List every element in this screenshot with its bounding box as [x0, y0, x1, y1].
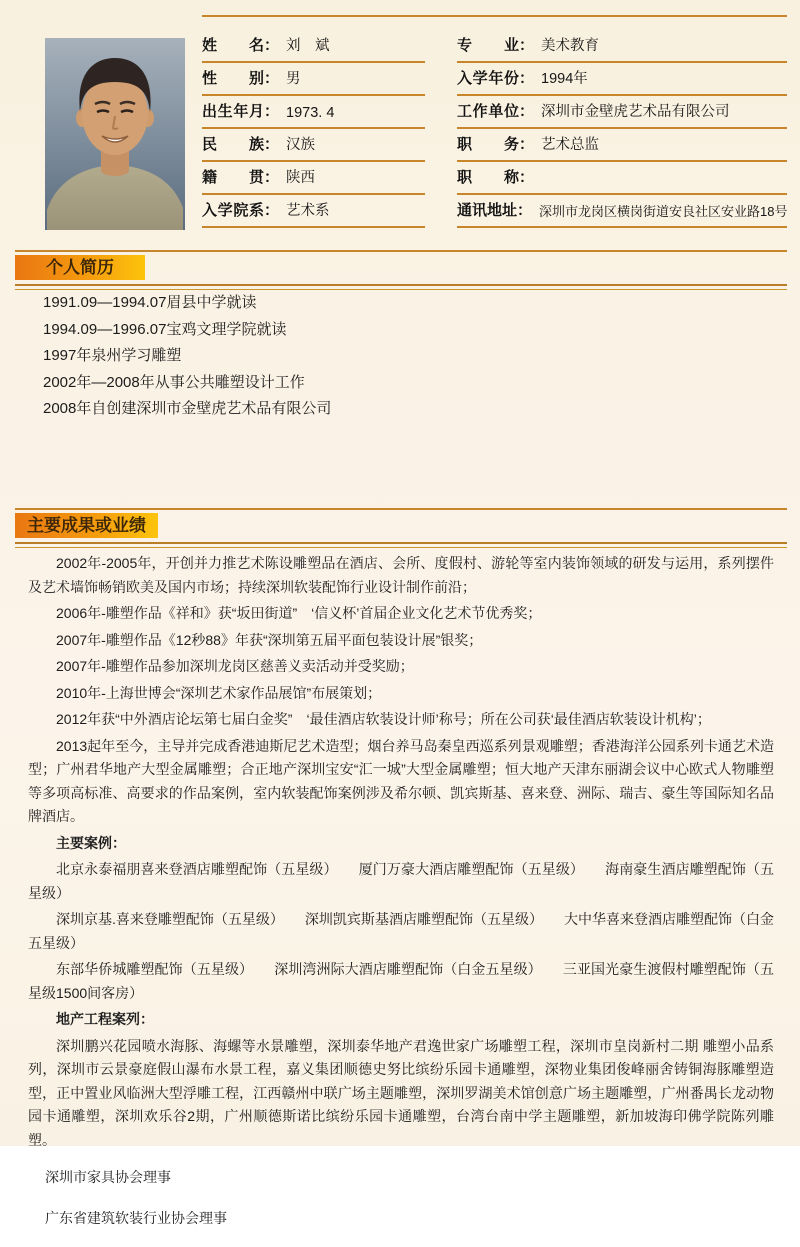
- field-label: 籍贯: [202, 169, 264, 186]
- field-row-major: [457, 17, 787, 63]
- field-label: 出生年月: [202, 103, 264, 120]
- case-line: 东部华侨城雕塑配饰（五星级） 深圳湾洲际大酒店雕塑配饰（白金五星级） 三亚国光豪生渡假村雕塑配饰（五星级1500间客房）: [28, 961, 774, 1001]
- field-colon: ：: [264, 202, 280, 219]
- section-double-rule: [15, 542, 787, 548]
- projects-paragraph: 深圳鹏兴花园喷水海豚、海螺等水景雕塑，深圳泰华地产君逸世家广场雕塑工程，深圳市皇岗新村二期 雕塑小品系列，深圳市云景豪庭假山瀑布水景工程，嘉义集团顺德史努比缤纷乐园卡通雕塑，深物业集团俊峰丽舍铸铜海豚雕塑造型，正中置业风临洲大型浮雕工程，江西赣州中联广场主题雕塑，深圳罗湖美术馆创意广场主题雕塑，广州番禺长龙动物园卡通雕塑，深圳欢乐谷2期，广州顺德斯诺比缤纷乐园卡通雕塑，台湾台南中学主题雕塑，新加坡海印佛学院陈列雕塑。: [28, 1037, 774, 1148]
- resume-line: 2008年自创建深圳市金壁虎艺术品有限公司: [43, 400, 332, 417]
- field-value: 艺术总监: [541, 137, 600, 153]
- field-row-employer: [457, 96, 787, 129]
- field-row-gender: [202, 63, 425, 96]
- resume-line: 1997年泉州学习雕塑: [43, 347, 182, 364]
- field-colon: ：: [264, 136, 280, 153]
- section-title-bar: 主要成果或业绩: [15, 513, 158, 538]
- resume-history-list: [43, 290, 331, 423]
- field-label: 姓名: [202, 37, 264, 54]
- field-row-professional-title: [457, 162, 787, 195]
- info-column-left: [202, 17, 425, 228]
- field-row-address: [457, 195, 787, 228]
- milestone-paragraph: 2007年-雕塑作品《12秒88》年获“深圳第五届平面包装设计展”银奖；: [56, 631, 483, 648]
- field-row-name: [202, 17, 425, 63]
- milestone-paragraph: 2012年获“中外酒店论坛第七届白金奖” ‘最佳酒店软装设计师’称号；所在公司获‘最佳酒店软装设计机构’；: [56, 711, 711, 727]
- membership-line: 深圳市家具协会理事: [45, 1169, 171, 1185]
- field-value: 艺术系: [286, 203, 330, 219]
- field-colon: ：: [519, 136, 535, 153]
- field-row-position: [457, 129, 787, 162]
- membership-line: 广东省建筑软装行业协会理事: [45, 1209, 227, 1226]
- milestone-paragraph: 2013起年至今，主导并完成香港迪斯尼艺术造型；烟台养马岛秦皇西巡系列景观雕塑；香港海洋公园系列卡通艺术造型；广州君华地产大型金属雕塑；合正地产深圳宝安“汇一城”大型金属雕塑；恒大地产天津东丽湖会议中心欧式人物雕塑等多项高标准、高要求的作品案例，室内软装配饰案例涉及希尔顿、凯宾斯基、喜来登、洲际、瑞吉、豪生等国际知名品牌酒店。: [28, 737, 774, 824]
- section-header-achievements: [15, 508, 787, 548]
- resume-line: 1994.09—1996.07宝鸡文理学院就读: [43, 320, 287, 338]
- field-label: 职务: [457, 136, 519, 153]
- field-label: 民族: [202, 136, 264, 153]
- milestone-paragraph: 2006年-雕塑作品《祥和》获“坂田街道” ‘信义杯’首届企业文化艺术节优秀奖；: [56, 605, 542, 621]
- field-colon: ：: [517, 202, 533, 219]
- field-label: 专业: [457, 37, 519, 54]
- field-label: 入学年份: [457, 70, 519, 87]
- info-column-right: [457, 17, 787, 228]
- field-label: 职称: [457, 169, 519, 186]
- field-value: 陕西: [286, 170, 316, 186]
- field-value: 男: [286, 71, 301, 87]
- section-header-personal-resume: [15, 250, 787, 290]
- field-value: 深圳市龙岗区横岗街道安良社区安业路18号: [539, 204, 788, 219]
- portrait-image: [45, 38, 185, 230]
- achievements-body: [28, 552, 774, 1247]
- field-colon: ：: [519, 169, 535, 186]
- field-row-native-place: [202, 162, 425, 195]
- field-colon: ：: [519, 103, 535, 120]
- field-value: 美术教育: [541, 38, 600, 54]
- case-line: 北京永泰福朋喜来登酒店雕塑配饰（五星级） 厦门万豪大酒店雕塑配饰（五星级） 海南豪生酒店雕塑配饰（五星级）: [28, 861, 774, 901]
- projects-heading: 地产工程案列：: [56, 1011, 154, 1027]
- section-top-rule: [15, 250, 787, 252]
- field-colon: ：: [519, 37, 535, 54]
- field-row-birthdate: [202, 96, 425, 129]
- field-value: 深圳市金壁虎艺术品有限公司: [541, 104, 730, 120]
- section-title-bar: 个人简历: [15, 255, 145, 280]
- milestone-paragraph: 2002年-2005年，开创并力推艺术陈设雕塑品在酒店、会所、度假村、游轮等室内装饰领域的研发与运用，系列摆件及艺术墙饰畅销欧美及国内市场；持续深圳软装配饰行业设计制作前沿；: [28, 555, 774, 595]
- field-label: 性别: [202, 70, 264, 87]
- profile-photo: [45, 38, 185, 230]
- resume-line: 1991.09—1994.07眉县中学就读: [43, 294, 257, 311]
- field-colon: ：: [264, 37, 280, 54]
- field-colon: ：: [264, 70, 280, 87]
- membership-list: [45, 1166, 774, 1230]
- field-colon: ：: [519, 70, 535, 87]
- field-label: 工作单位: [457, 103, 519, 120]
- field-row-enrollment-year: [457, 63, 787, 96]
- section-top-rule: [15, 508, 787, 510]
- field-colon: ：: [264, 103, 280, 120]
- field-label: 入学院系: [202, 202, 264, 219]
- field-value: 汉族: [286, 137, 316, 153]
- field-value: 刘 斌: [286, 38, 330, 54]
- cases-heading: 主要案例：: [56, 834, 126, 851]
- field-value: 1994年: [541, 71, 588, 87]
- field-row-department: [202, 195, 425, 228]
- milestone-paragraph: 2007年-雕塑作品参加深圳龙岗区慈善义卖活动并受奖励；: [56, 658, 414, 674]
- resume-line: 2002年—2008年从事公共雕塑设计工作: [43, 373, 305, 391]
- case-line: 深圳京基.喜来登雕塑配饰（五星级） 深圳凯宾斯基酒店雕塑配饰（五星级） 大中华喜来登酒店雕塑配饰（白金五星级）: [28, 911, 774, 951]
- field-row-ethnicity: [202, 129, 425, 162]
- field-colon: ：: [264, 169, 280, 186]
- field-value: 1973. 4: [286, 105, 335, 121]
- field-label: 通讯地址: [457, 202, 518, 219]
- milestone-paragraph: 2010年-上海世博会“深圳艺术家作品展馆”布展策划；: [56, 684, 382, 701]
